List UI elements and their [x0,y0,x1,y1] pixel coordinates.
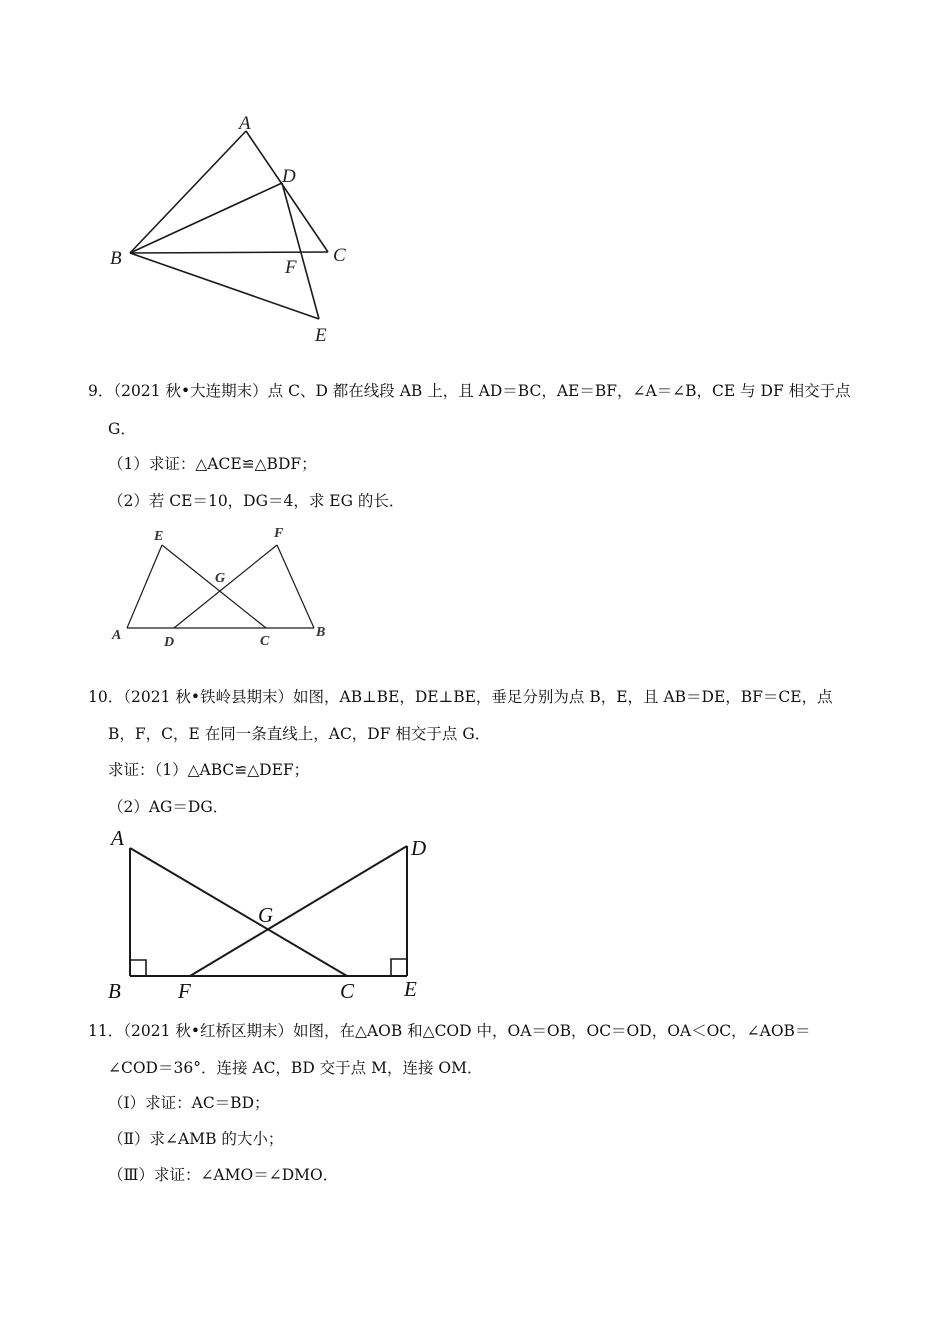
q10-label-a: A [111,826,124,850]
q10-label-e: E [404,977,417,1001]
q10-segment-ac [130,848,347,976]
q10-label-f: F [178,979,191,1003]
q9-label-f: F [274,526,284,541]
q9-stem-line-1 [88,381,851,401]
figure-q9 [0,515,950,655]
q10-part-2: （2）AG＝DG． [108,798,229,816]
q10-label-b: B [108,979,121,1003]
q11-stem-line-1 [88,1021,810,1041]
q9-stem-b: G． [108,420,136,438]
q11-part-1: （Ⅰ）求证：AC＝BD； [108,1094,270,1112]
q9-label-c: C [260,634,270,649]
q9-part-2: （2）若 CE＝10，DG＝4，求 EG 的长． [108,492,405,510]
q9-number: 9． [88,382,114,400]
q10-label-g: G [258,903,274,927]
q10-segment-df [190,846,407,976]
q11-number: 11． [88,1022,124,1040]
q10-number: 10． [88,688,124,706]
figure-q10 [0,820,950,1010]
q9-part-1: （1）求证：△ACE≌△BDF； [108,455,317,473]
q9-stem-a: 点 C、D 都在线段 AB 上，且 AD＝BC，AE＝BF，∠A＝∠B，CE 与 DF 相交于点 [267,382,851,400]
q10-stem-line-1 [88,687,833,707]
label-a: A [239,113,251,134]
q9-label-e: E [154,529,164,544]
q9-label-b: B [316,625,326,640]
figure-triangle-abcdef [0,0,950,360]
segment-bc [130,252,328,253]
q9-segment-fd [174,545,277,628]
q11-stem-a: 如图，在△AOB 和△COD 中，OA＝OB，OC＝OD，OA＜OC，∠AOB＝ [293,1022,811,1040]
q10-stem-a: 如图，AB⊥BE，DE⊥BE，垂足分别为点 B，E，且 AB＝DE，BF＝CE，点 [293,688,833,706]
q9-segment-ae [127,545,162,628]
segment-bd [130,183,282,253]
q11-part-3: （Ⅲ）求证：∠AMO＝∠DMO． [108,1166,339,1184]
q10-right-angle-b [130,960,146,976]
q9-segment-bf [277,545,314,628]
segment-ab [130,131,246,253]
q10-right-angle-e [391,959,407,976]
label-e: E [315,325,327,346]
label-c: C [333,245,346,266]
q9-stem-line-2 [108,419,136,439]
q11-stem-line-2: ∠COD＝36°．连接 AC，BD 交于点 M，连接 OM． [108,1059,483,1077]
segment-de [282,183,319,319]
label-b: B [110,248,122,269]
label-f: F [285,257,297,278]
q9-segment-ec [162,545,266,628]
q10-label-d: D [411,836,427,860]
q9-label-a: A [112,628,122,643]
q11-source: （2021 秋•红桥区期末） [123,1022,294,1040]
label-d: D [282,166,296,187]
q11-part-2: （Ⅱ）求∠AMB 的大小； [108,1130,284,1148]
q10-label-c: C [340,979,355,1003]
segment-ac [246,131,328,252]
q10-source: （2021 秋•铁岭县期末） [123,688,294,706]
q9-label-d: D [164,635,175,650]
q10-stem-line-2: B，F，C，E 在同一条直线上，AC，DF 相交于点 G． [108,725,491,743]
q9-label-g: G [215,571,226,586]
q9-source: （2021 秋•大连期末） [113,382,268,400]
q10-part-1: 求证：（1）△ABC≌△DEF； [108,761,310,779]
